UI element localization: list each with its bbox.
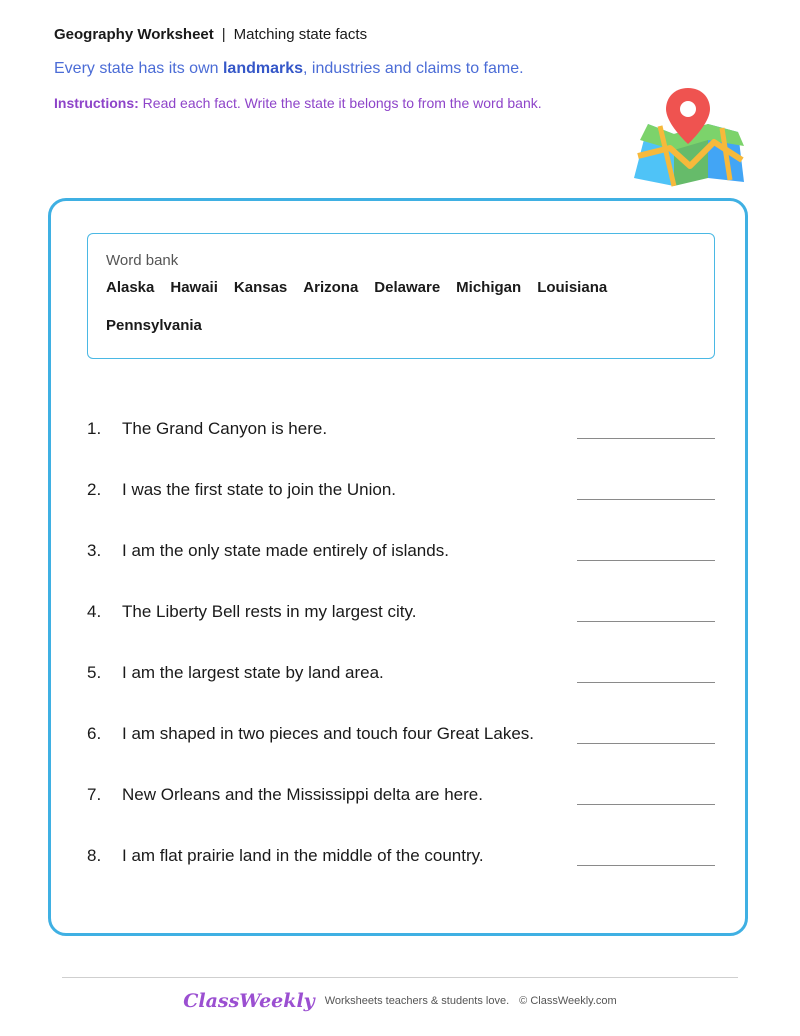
question-list xyxy=(87,419,715,907)
question-number: 3. xyxy=(87,541,102,560)
question-number: 6. xyxy=(87,724,102,743)
question-text: I am the largest state by land area. xyxy=(122,663,384,682)
question-text: The Grand Canyon is here. xyxy=(122,419,328,438)
question-text: I am shaped in two pieces and touch four Great Lakes. xyxy=(122,724,535,743)
footer-copyright: © ClassWeekly.com xyxy=(519,995,617,1007)
word-bank-word: Michigan xyxy=(456,279,522,296)
footer-divider xyxy=(62,977,738,978)
intro-after: , industries and claims to fame. xyxy=(303,60,524,77)
question-row xyxy=(87,480,715,541)
answer-line[interactable] xyxy=(577,438,715,439)
word-bank-word: Kansas xyxy=(233,279,288,296)
worksheet-header xyxy=(54,26,367,43)
answer-line[interactable] xyxy=(577,560,715,561)
question-row xyxy=(87,419,715,480)
answer-line[interactable] xyxy=(577,804,715,805)
answer-line[interactable] xyxy=(577,682,715,683)
instructions xyxy=(54,95,542,111)
footer-tagline: Worksheets teachers & students love. xyxy=(324,995,510,1007)
header-separator: | xyxy=(221,26,226,43)
word-bank-word: Hawaii xyxy=(170,279,218,296)
question-row xyxy=(87,602,715,663)
worksheet-card xyxy=(48,198,748,936)
word-bank-word: Pennsylvania xyxy=(106,317,202,334)
answer-line[interactable] xyxy=(577,743,715,744)
question-text: I am the only state made entirely of islands. xyxy=(122,541,449,560)
word-bank-word: Alaska xyxy=(106,279,155,296)
instructions-text: Read each fact. Write the state it belongs to from the word bank. xyxy=(138,95,542,111)
answer-line[interactable] xyxy=(577,499,715,500)
intro-text xyxy=(54,60,524,78)
question-number: 5. xyxy=(87,663,102,682)
word-bank-word: Arizona xyxy=(303,279,359,296)
question-row xyxy=(87,663,715,724)
question-number: 7. xyxy=(87,785,102,804)
intro-before: Every state has its own xyxy=(54,60,223,77)
question-row xyxy=(87,724,715,785)
answer-line[interactable] xyxy=(577,865,715,866)
question-number: 2. xyxy=(87,480,102,499)
worksheet-topic: Matching state facts xyxy=(233,26,368,43)
question-row xyxy=(87,785,715,846)
question-number: 8. xyxy=(87,846,102,865)
brand-logo: ClassWeekly xyxy=(183,990,315,1012)
answer-line[interactable] xyxy=(577,621,715,622)
question-text: I am flat prairie land in the middle of the country. xyxy=(122,846,484,865)
question-text: The Liberty Bell rests in my largest city. xyxy=(122,602,417,621)
question-text: New Orleans and the Mississippi delta are here. xyxy=(122,785,483,804)
map-pin-icon xyxy=(630,86,748,190)
word-bank-word: Delaware xyxy=(374,279,441,296)
word-bank-label: Word bank xyxy=(106,252,179,269)
worksheet-title: Geography Worksheet xyxy=(54,26,214,43)
intro-bold: landmarks xyxy=(222,60,304,77)
word-bank xyxy=(87,233,715,359)
question-text: I was the first state to join the Union. xyxy=(122,480,397,499)
question-row xyxy=(87,541,715,602)
question-row xyxy=(87,846,715,907)
question-number: 1. xyxy=(87,419,102,438)
word-bank-word: Louisiana xyxy=(537,279,608,296)
question-number: 4. xyxy=(87,602,102,621)
footer xyxy=(0,990,800,1012)
instructions-label: Instructions: xyxy=(54,95,139,111)
word-bank-words xyxy=(106,277,696,337)
